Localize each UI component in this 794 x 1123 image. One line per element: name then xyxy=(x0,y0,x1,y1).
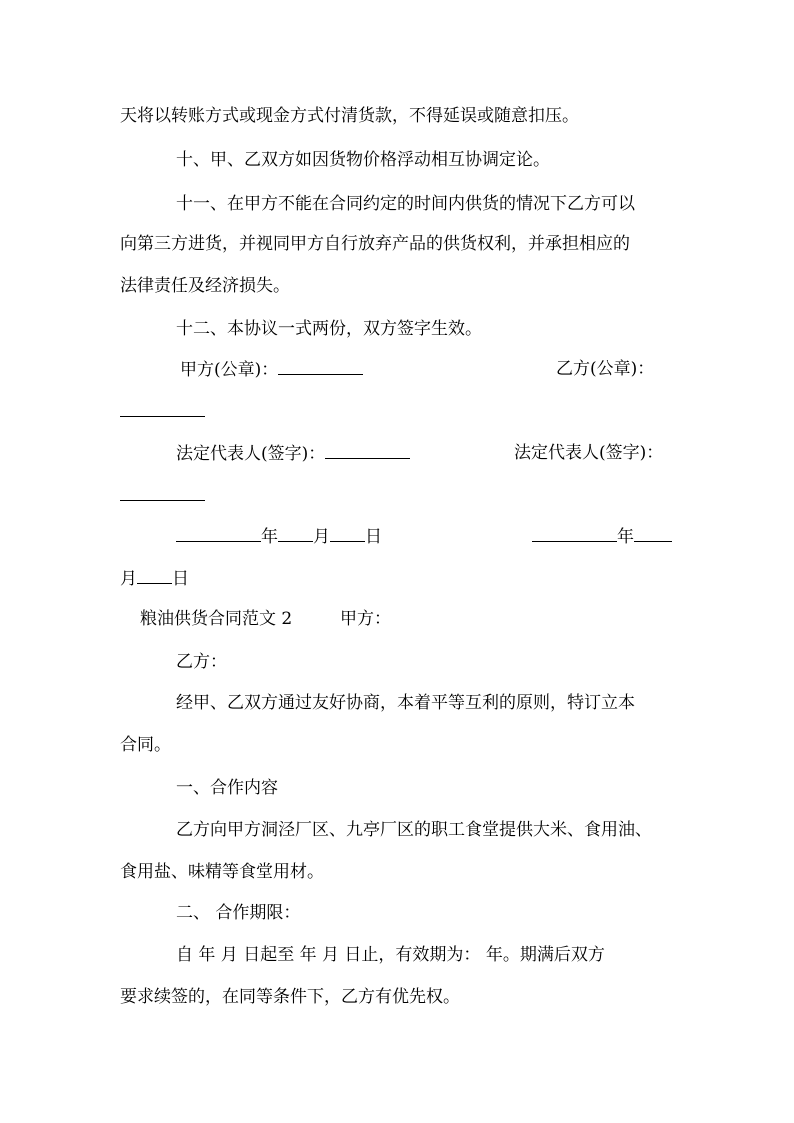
paragraph-line: 法律责任及经济损失。 xyxy=(120,276,290,296)
month-label: 月 xyxy=(313,527,330,547)
paragraph-line: 合同。 xyxy=(120,735,171,755)
clause-ten: 十、甲、乙双方如因货物价格浮动相互协调定论。 xyxy=(176,150,550,170)
party-a-label: 甲方： xyxy=(340,609,391,629)
legal-rep-a-blank xyxy=(325,442,410,459)
party-b-seal-blank xyxy=(120,400,205,417)
paragraph-line: 食用盐、味精等食堂用材。 xyxy=(120,862,324,882)
paragraph-line: 要求续签的，在同等条件下，乙方有优先权。 xyxy=(120,987,460,1007)
legal-rep-b-label: 法定代表人(签字)： xyxy=(514,443,664,463)
paragraph-line: 乙方向甲方洞泾厂区、九亭厂区的职工食堂提供大米、食用油、 xyxy=(176,820,652,840)
contract-title: 粮油供货合同范文 2 xyxy=(140,609,293,629)
legal-rep-a-label: 法定代表人(签字)： xyxy=(176,444,326,464)
year-blank xyxy=(176,525,261,542)
paragraph-line: 向第三方进货，并视同甲方自行放弃产品的供货权利，并承担相应的 xyxy=(120,234,630,254)
date-b-line xyxy=(532,525,672,548)
year-blank xyxy=(532,525,617,542)
party-a-seal-line xyxy=(180,358,363,381)
day-label: 日 xyxy=(365,527,382,547)
day-label: 日 xyxy=(172,569,189,589)
paragraph-line: 天将以转账方式或现金方式付清货款，不得延误或随意扣压。 xyxy=(120,106,579,126)
legal-rep-b-line xyxy=(120,484,205,507)
day-blank xyxy=(330,525,365,542)
party-b-seal-line xyxy=(120,400,205,423)
clause-eleven: 十一、在甲方不能在合同约定的时间内供货的情况下乙方可以 xyxy=(176,194,635,214)
paragraph-line: 自 年 月 日起至 年 月 日止，有效期为： 年。期满后双方 xyxy=(176,945,605,965)
section-title: 二、 合作期限： xyxy=(176,903,301,923)
party-b-seal-label: 乙方(公章)： xyxy=(556,359,655,379)
month-blank xyxy=(278,525,313,542)
party-b-label: 乙方： xyxy=(176,652,227,672)
month-label: 月 xyxy=(120,569,137,589)
clause-twelve: 十二、本协议一式两份，双方签字生效。 xyxy=(176,319,482,339)
day-blank xyxy=(137,567,172,584)
year-label: 年 xyxy=(261,527,278,547)
year-label: 年 xyxy=(617,527,634,547)
legal-rep-b-blank xyxy=(120,484,205,501)
party-a-seal-label: 甲方(公章)： xyxy=(180,360,279,380)
section-title: 一、合作内容 xyxy=(176,778,278,798)
month-blank xyxy=(634,525,672,542)
date-b-line-cont xyxy=(120,567,189,590)
party-a-seal-blank xyxy=(278,358,363,375)
paragraph-line: 经甲、乙双方通过友好协商，本着平等互利的原则，特订立本 xyxy=(176,693,635,713)
date-a-line xyxy=(176,525,382,548)
legal-rep-a-line xyxy=(176,442,410,465)
